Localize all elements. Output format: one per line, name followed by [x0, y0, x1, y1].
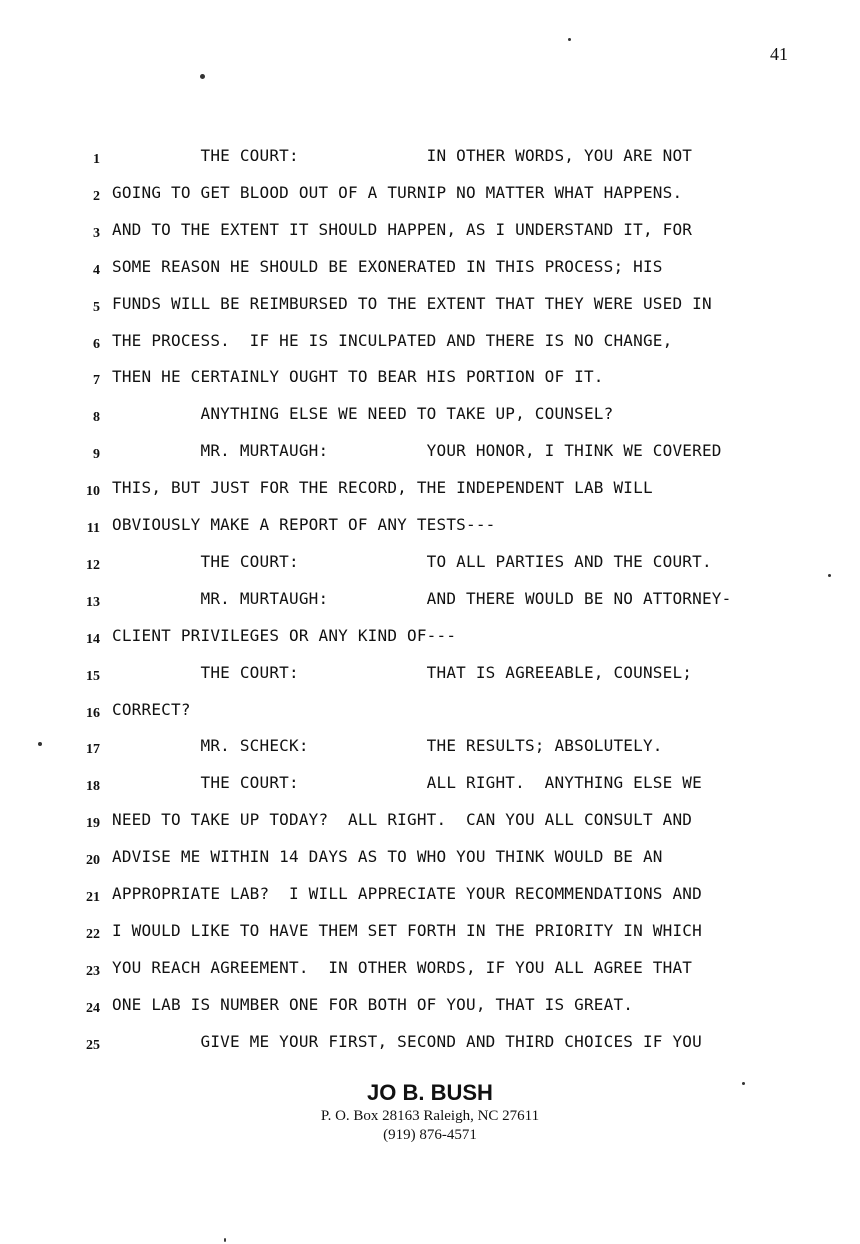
line-number: 24: [86, 1000, 100, 1016]
transcript-line: [0, 179, 860, 215]
scan-speck: [224, 1238, 226, 1242]
transcript-line: [0, 806, 860, 842]
line-number: 14: [86, 631, 100, 647]
line-number: 16: [86, 705, 100, 721]
line-number: 6: [93, 336, 100, 352]
line-text: SOME REASON HE SHOULD BE EXONERATED IN THIS PROCESS; HIS: [112, 256, 663, 276]
line-number: 17: [86, 742, 100, 758]
line-number: 21: [86, 890, 100, 905]
line-text: YOU REACH AGREEMENT. IN OTHER WORDS, IF YOU ALL AGREE THAT: [112, 957, 693, 977]
transcript-line: [0, 880, 860, 916]
transcript-line: [0, 142, 860, 178]
line-text: THE COURT: TO ALL PARTIES AND THE COURT.: [112, 551, 712, 571]
transcript-line: [0, 253, 860, 289]
line-number: 1: [93, 152, 100, 167]
reporter-phone: (919) 876-4571: [383, 1127, 477, 1143]
transcript-line: [0, 474, 860, 510]
transcript-line: [0, 769, 860, 805]
line-text: OBVIOUSLY MAKE A REPORT OF ANY TESTS---: [112, 515, 496, 534]
transcript-line: [0, 732, 860, 768]
line-text: GOING TO GET BLOOD OUT OF A TURNIP NO MATTER WHAT HAPPENS.: [112, 182, 683, 202]
transcript-line: [0, 696, 860, 732]
reporter-footer: [0, 1080, 860, 1144]
line-text: CLIENT PRIVILEGES OR ANY KIND OF---: [112, 625, 457, 645]
reporter-name: JO B. BUSH: [367, 1080, 493, 1105]
line-text: THE COURT: THAT IS AGREEABLE, COUNSEL;: [112, 662, 693, 682]
line-text: THE COURT: ALL RIGHT. ANYTHING ELSE WE: [112, 773, 702, 793]
line-text: MR. MURTAUGH: YOUR HONOR, I THINK WE COVERED: [112, 441, 722, 461]
line-number: 20: [86, 853, 100, 869]
line-text: THEN HE CERTAINLY OUGHT TO BEAR HIS PORTION OF IT.: [112, 367, 604, 387]
transcript-line: [0, 327, 860, 363]
line-text: I WOULD LIKE TO HAVE THEM SET FORTH IN THE PRIORITY IN WHICH: [112, 920, 702, 940]
scan-speck: [38, 742, 42, 746]
line-text: ANYTHING ELSE WE NEED TO TAKE UP, COUNSEL?: [112, 404, 614, 424]
scan-speck: [742, 1082, 745, 1085]
line-number: 9: [93, 447, 100, 463]
transcript-line: [0, 585, 860, 621]
line-number: 12: [86, 557, 100, 573]
page-number: 41: [770, 44, 788, 64]
scan-speck: [200, 74, 205, 79]
transcript-line: [0, 954, 860, 990]
line-number: 18: [86, 779, 100, 795]
transcript-line: [0, 363, 860, 399]
transcript-line: [0, 548, 860, 584]
line-number: 22: [86, 926, 100, 942]
transcript-line: [0, 622, 860, 658]
transcript-line: [0, 216, 860, 252]
line-text: AND TO THE EXTENT IT SHOULD HAPPEN, AS I UNDERSTAND IT, FOR: [112, 219, 693, 239]
transcript-line: [0, 659, 860, 695]
line-text: THE COURT: IN OTHER WORDS, YOU ARE NOT: [112, 146, 693, 165]
transcript-line: [0, 290, 860, 326]
line-text: MR. SCHECK: THE RESULTS; ABSOLUTELY.: [112, 736, 663, 756]
transcript-line: [0, 1028, 860, 1064]
scan-speck: [828, 574, 831, 577]
scan-speck: [568, 38, 571, 41]
reporter-address: P. O. Box 28163 Raleigh, NC 27611: [320, 1108, 540, 1124]
line-text: APPROPRIATE LAB? I WILL APPRECIATE YOUR RECOMMENDATIONS AND: [112, 884, 702, 903]
line-text: MR. MURTAUGH: AND THERE WOULD BE NO ATTORNEY-: [112, 588, 732, 608]
transcript-line: [0, 400, 860, 436]
line-number: 19: [86, 816, 100, 832]
line-number: 13: [86, 594, 100, 610]
line-text: THIS, BUT JUST FOR THE RECORD, THE INDEPENDENT LAB WILL: [112, 478, 653, 498]
line-number: 23: [86, 963, 100, 979]
transcript-line: [0, 843, 860, 879]
line-number: 3: [93, 225, 100, 241]
line-number: 5: [93, 299, 100, 315]
line-text: ADVISE ME WITHIN 14 DAYS AS TO WHO YOU THINK WOULD BE AN: [112, 847, 663, 867]
line-text: FUNDS WILL BE REIMBURSED TO THE EXTENT THAT THEY WERE USED IN: [112, 293, 712, 313]
line-number: 11: [86, 521, 100, 536]
transcript-line: [0, 437, 860, 473]
transcript-line: [0, 991, 860, 1027]
line-number: 2: [93, 188, 100, 204]
line-number: 4: [93, 262, 100, 278]
line-text: ONE LAB IS NUMBER ONE FOR BOTH OF YOU, THAT IS GREAT.: [112, 994, 634, 1014]
line-text: THE PROCESS. IF HE IS INCULPATED AND THERE IS NO CHANGE,: [112, 330, 673, 350]
line-number: 25: [86, 1037, 100, 1053]
line-text: CORRECT?: [112, 699, 191, 719]
transcript-line: [0, 917, 860, 953]
line-number: 10: [86, 484, 100, 500]
transcript-line: [0, 511, 860, 547]
line-number: 15: [86, 668, 100, 684]
line-text: NEED TO TAKE UP TODAY? ALL RIGHT. CAN YOU ALL CONSULT AND: [112, 810, 693, 830]
line-text: GIVE ME YOUR FIRST, SECOND AND THIRD CHOICES IF YOU: [112, 1031, 702, 1051]
line-number: 8: [93, 410, 100, 426]
line-number: 7: [93, 373, 100, 389]
